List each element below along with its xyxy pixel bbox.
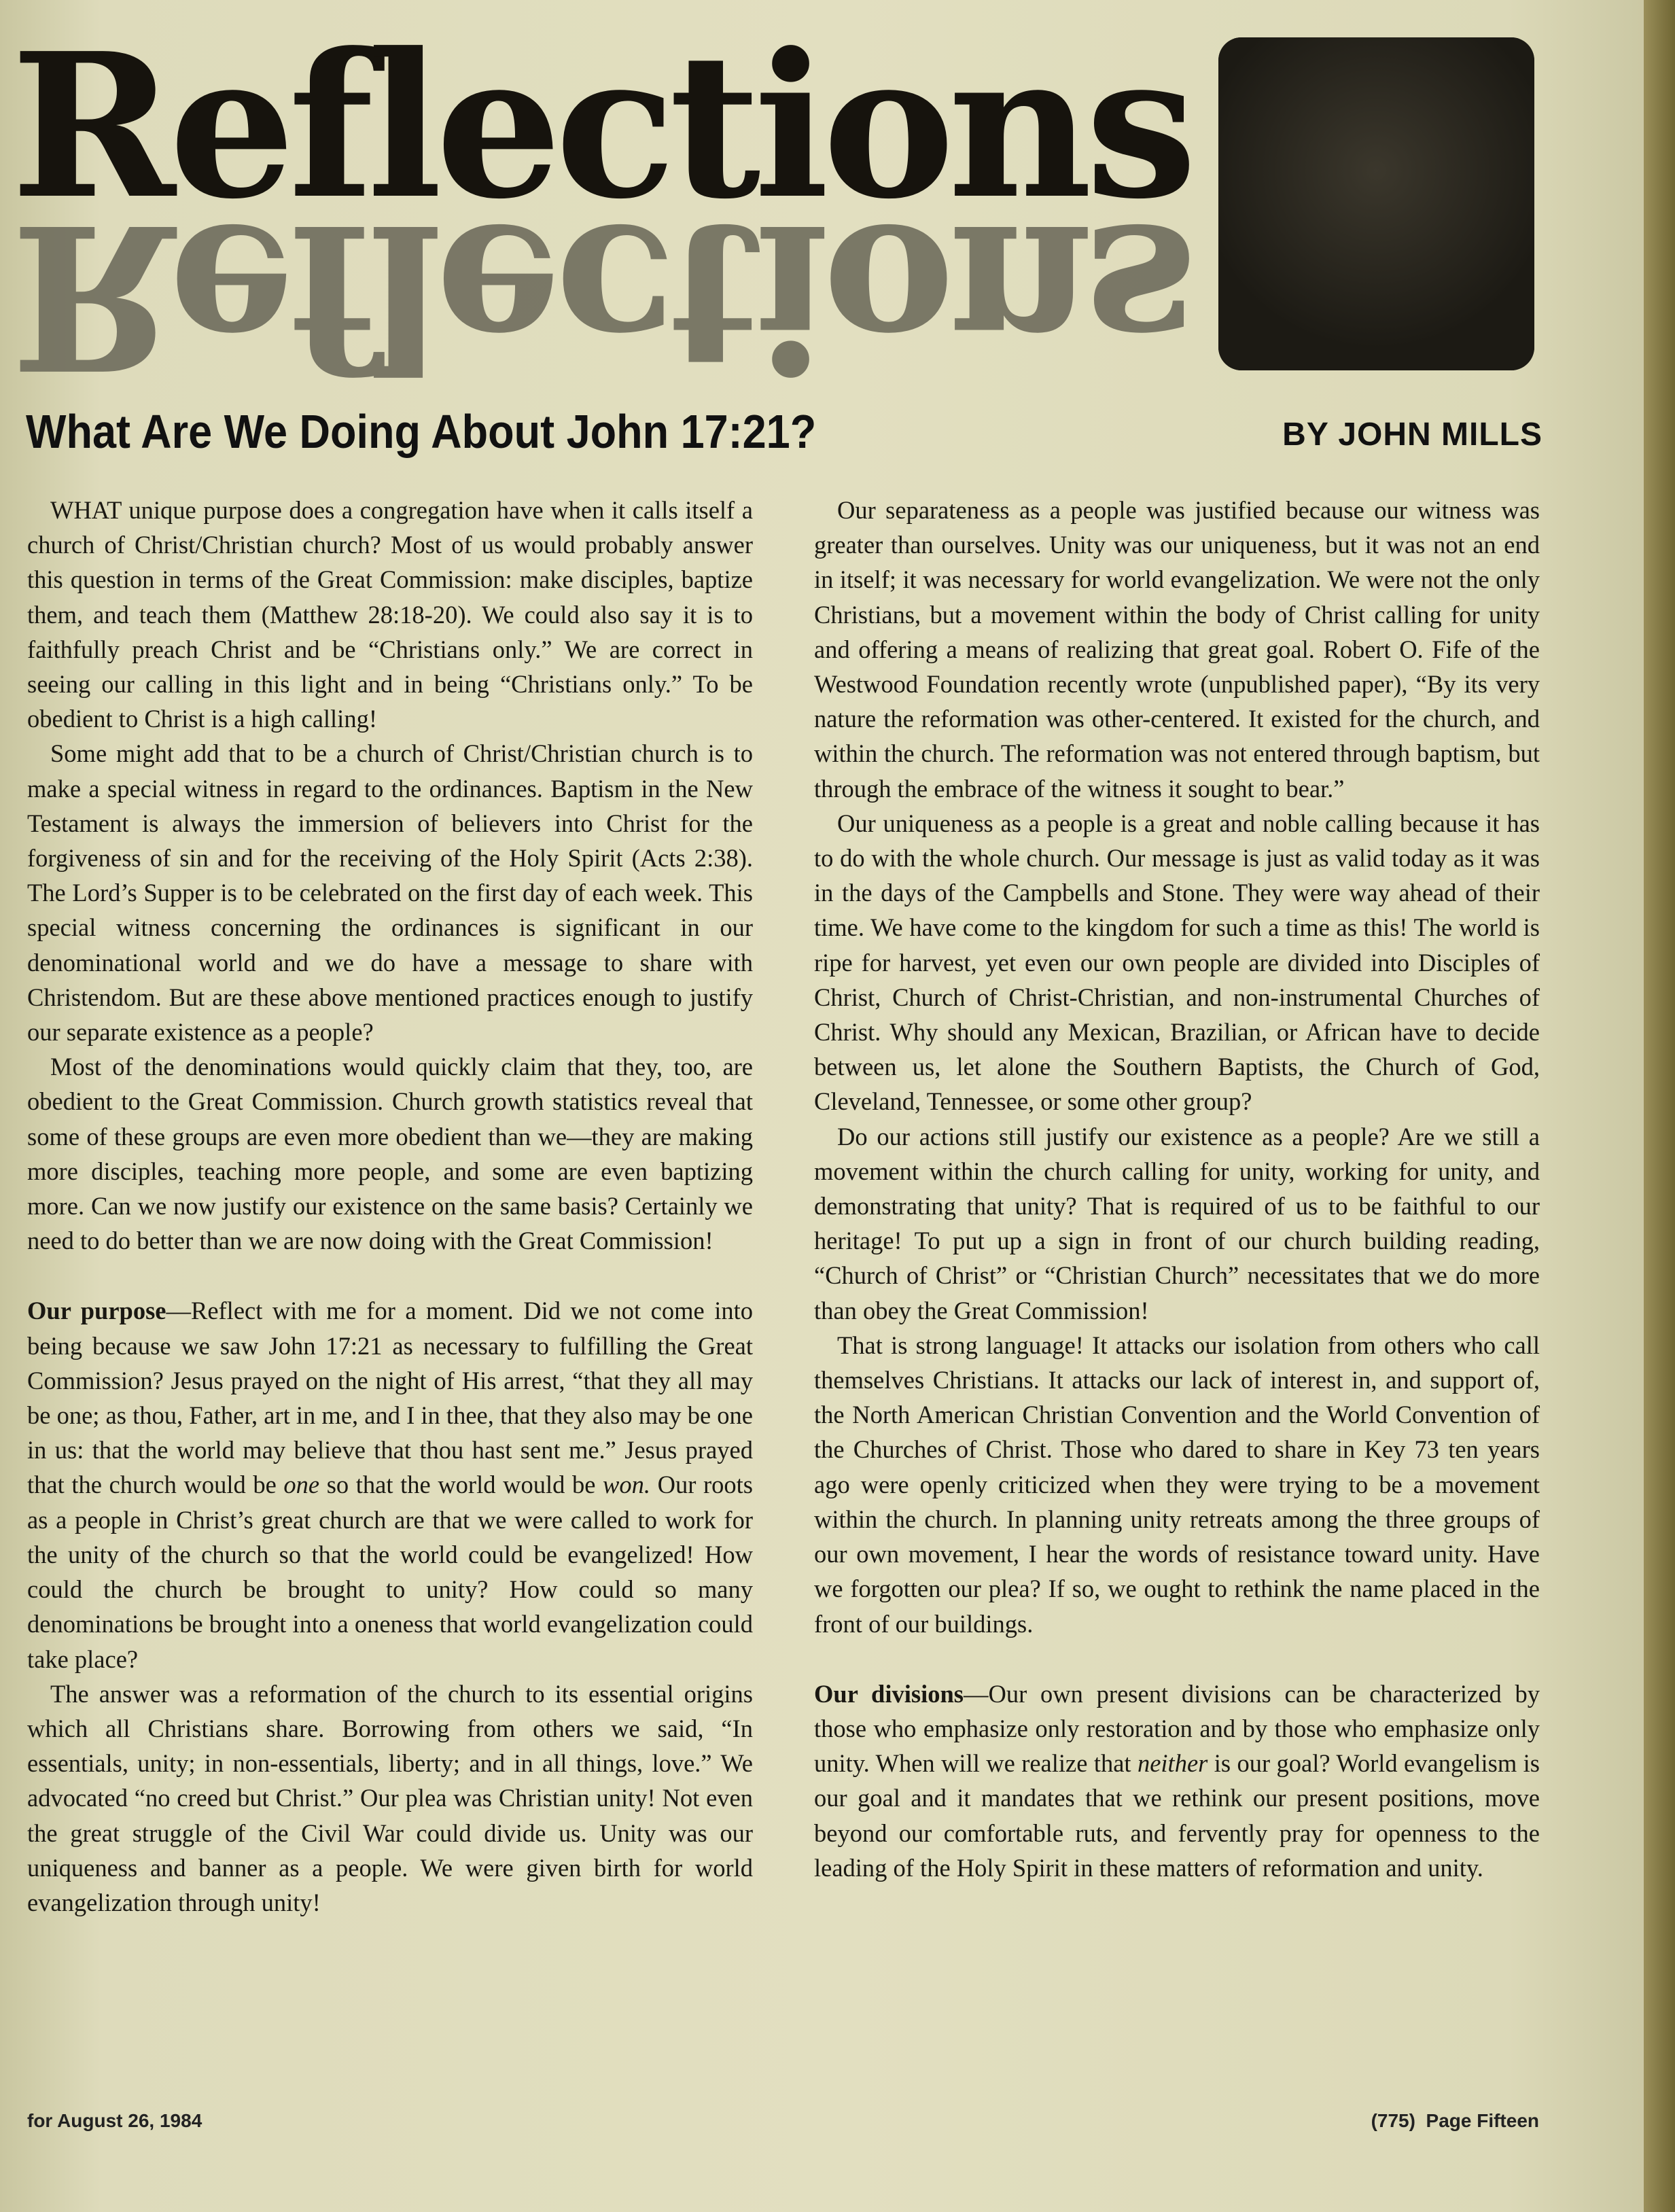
masthead-reflection: Reflections <box>11 180 1191 413</box>
paragraph: WHAT unique purpose does a congregation have when it calls itself a church of Christ/Christian church? Most of us would probably answer this question in terms of the Great Commission: make disciples, baptize them, and teach them (Matthew 28:18-20). We could also say it is to faithfully preach Christ and be “Christians only.” We are correct in seeing our calling in this light and in being “Christians only.” To be obedient to Christ is a high calling! <box>27 496 753 733</box>
paragraph: Do our actions still justify our existence as a people? Are we still a movement within the church calling for unity, working for unity, and demonstrating that unity? That is required of us to be faithful to our heritage! To put up a sign in front of our church building reading, “Church of Christ” or “Christian Church” necessitates that we do more than obey the Great Commission! <box>814 1122 1540 1324</box>
masthead-title: Reflections <box>11 10 1191 243</box>
paragraph: Our uniqueness as a people is a great and noble calling because it has to do with the whole church. Our message is just as valid today as it was in the days of the Campbells and Stone. They were way ahead of their time. We have come to the kingdom for such a time as this! The world is ripe for harvest, yet even our own people are divided into Disciples of Christ, Church of Christ-Christian, and non-instrumental Churches of Christ. Why should any Mexican, Brazilian, or African have to decide between us, let alone the Southern Baptists, the Church of God, Cleveland, Tennessee, or some other group? <box>814 809 1540 1116</box>
page-edge <box>1644 0 1675 2212</box>
paragraph-our-purpose: Our purpose—Reflect with me for a moment. Did we not come into being because we saw John 17:21 as necessary to fulfilling the Great Commission? Jesus prayed on the night of His arrest, “that they all may be one; as thou, Father, art in me, and I in thee, that they also may be one in us: that the world may believe that thou hast sent me.” Jesus prayed that the church would be one so that the world would be won. Our roots as a people in Christ’s great church are that we were called to work for the unity of the church so that the world could be evangelized! How could the church be brought to unity? How could so many denominations be brought into a oneness that world evangelization could take place? <box>27 1297 753 1673</box>
article-title: What Are We Doing About John 17:21? <box>26 405 817 458</box>
paragraph: That is strong language! It attacks our isolation from others who call themselves Christians. It attacks our lack of interest in, and support of, the North American Christian Convention and the World Convention of the Churches of Christ. Those who dared to share in Key 73 ten years ago were openly criticized when they were trying to be a movement within the church. In planning unity retreats among the three groups of our own movement, I hear the words of resistance toward unity. Have we forgotten our plea? If so, we ought to rethink the name placed in the front of our buildings. <box>814 1331 1540 1638</box>
article-column-left <box>27 493 753 1920</box>
section-lead-our-purpose: Our purpose <box>27 1297 166 1325</box>
paragraph-our-divisions: Our divisions—Our own present divisions can be characterized by those who emphasize only restoration and by those who emphasize only unity. When will we realize that neither is our goal? World evangelism is our goal and it mandates that we rethink our present positions, move beyond our comfortable ruts, and fervently pray for openness to the leading of the Holy Spirit in these matters of reformation and unity. <box>814 1679 1540 1882</box>
paragraph: Some might add that to be a church of Christ/Christian church is to make a special witness in regard to the ordinances. Baptism in the New Testament is always the immersion of believers into Christ for the forgiveness of sin and for the receiving of the Holy Spirit (Acts 2:38). The Lord’s Supper is to be celebrated on the first day of each week. This special witness concerning the ordinances is significant in our denominational world and we do have a message to share with Christendom. But are these above mentioned practices enough to justify our separate existence as a people? <box>27 739 753 1047</box>
footer-issue-date: for August 26, 1984 <box>27 2110 202 2131</box>
paragraph: Most of the denominations would quickly claim that they, too, are obedient to the Great Commission. Church growth statistics reveal that some of these groups are even more obedient than we—they are making more disciples, teaching more people, and some are even baptizing more. Can we now justify our existence on the same basis? Certainly we need to do better than we are now doing with the Great Commission! <box>27 1053 753 1255</box>
paragraph: The answer was a reformation of the church to its essential origins which all Christians share. Borrowing from others we said, “In essentials, unity; in non-essentials, liberty; and in all things, love.” We advocated “no creed but Christ.” Our plea was Christian unity! Not even the great struggle of the Civil War could divide us. Unity was our uniqueness and banner as a people. We were given birth for world evangelization through unity! <box>27 1679 753 1916</box>
section-lead-our-divisions: Our divisions <box>814 1679 964 1708</box>
article-byline: BY JOHN MILLS <box>1282 417 1542 453</box>
footer-page-number: (775) Page Fifteen <box>1371 2110 1539 2131</box>
article-column-right <box>814 493 1540 1885</box>
author-photo <box>1218 37 1534 370</box>
masthead <box>11 10 1207 413</box>
paragraph: Our separateness as a people was justified because our witness was greater than ourselves. Unity was our uniqueness, but it was not an end in itself; it was necessary for world evangelization. We were not the only Christians, but a movement within the body of Christ calling for unity and offering a means of realizing that great goal. Robert O. Fife of the Westwood Foundation recently wrote (unpublished paper), “By its very nature the reformation was other-centered. It existed for the church, and within the church. The reformation was not entered through baptism, but through the embrace of the witness it sought to bear.” <box>814 496 1540 803</box>
